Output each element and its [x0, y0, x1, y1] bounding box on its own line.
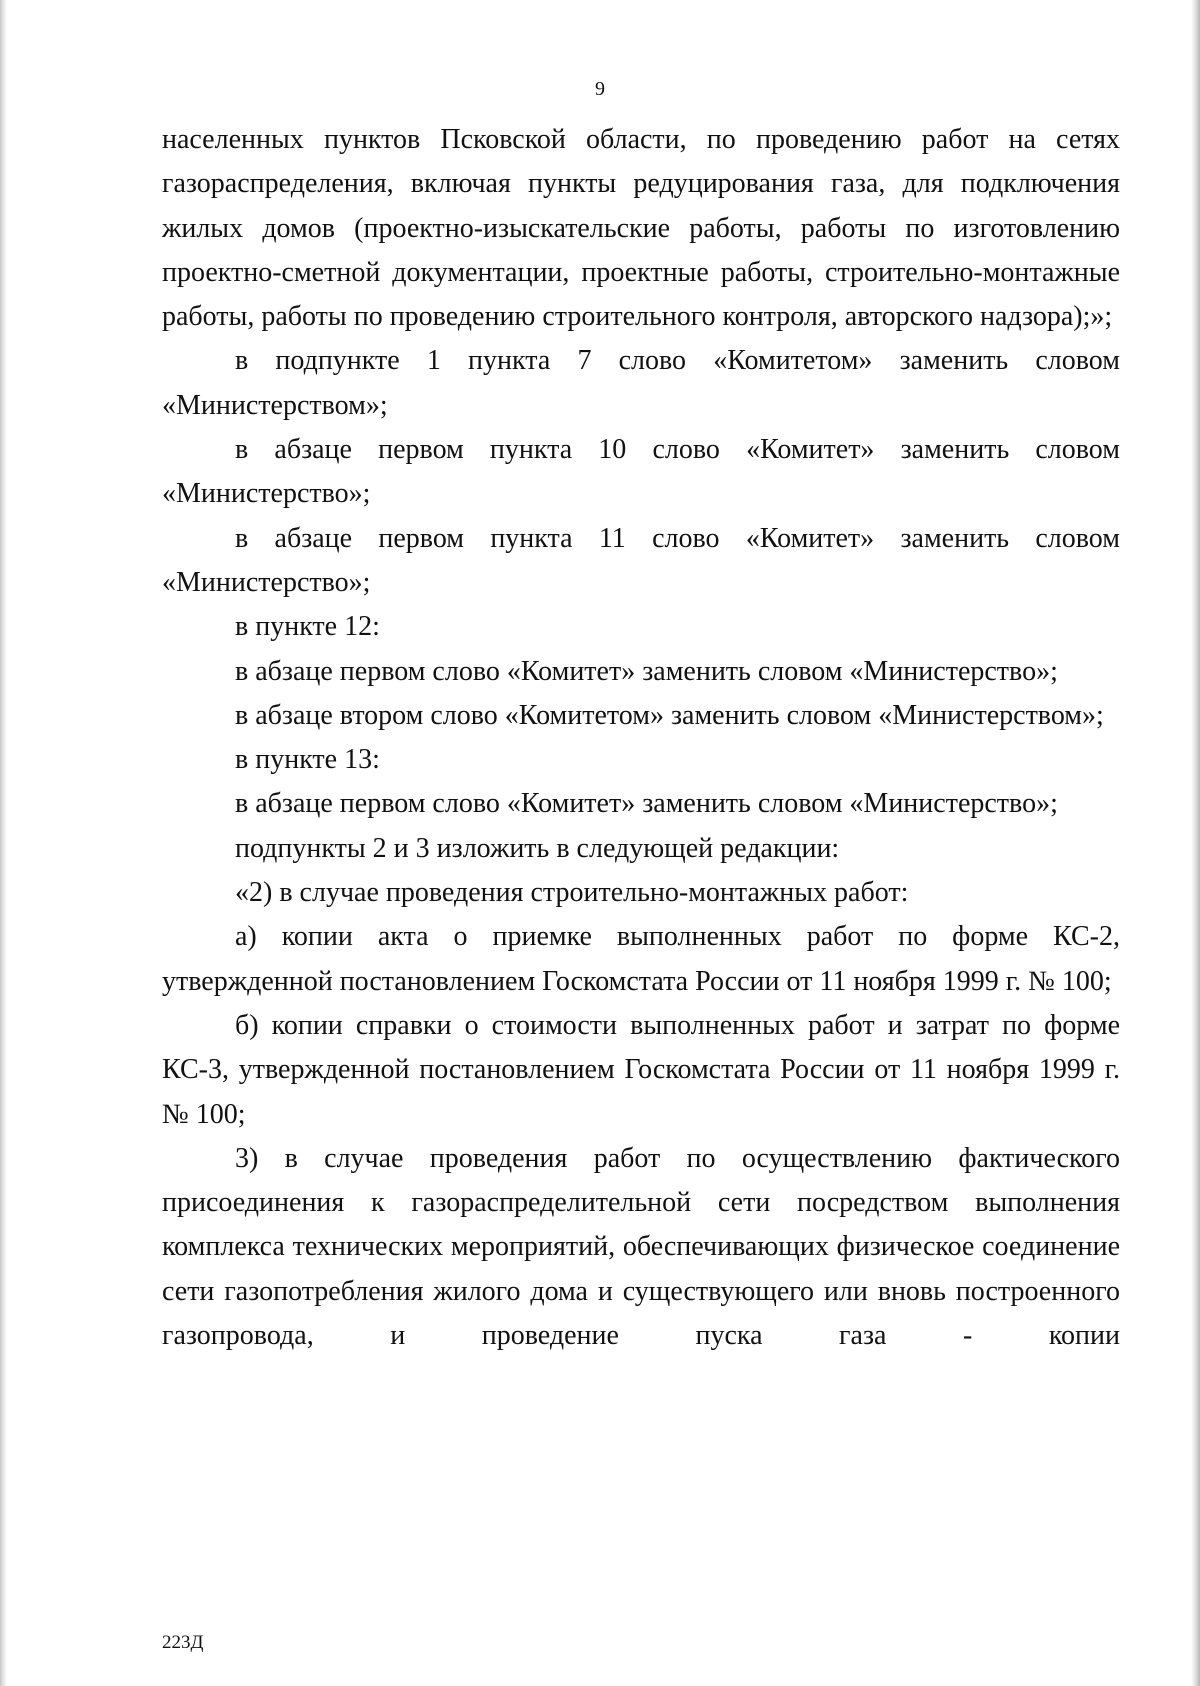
paragraph-subitem-2a: а) копии акта о приемке выполненных работ по форме КС-2, утвержденной постановлением Госкомстата России от 11 ноября 1999 г. № 100;: [162, 921, 1120, 997]
paragraph-item-12-first: в абзаце первом слово «Комитет» заменить словом «Министерство»;: [235, 655, 1058, 687]
paragraph-item-13-heading: в пункте 13:: [235, 744, 380, 776]
paragraph-item-13-first: в абзаце первом слово «Комитет» заменить словом «Министерство»;: [235, 788, 1058, 820]
paragraph-subitems-intro: подпункты 2 и 3 изложить в следующей редакции:: [235, 832, 840, 864]
scan-edge-left: [0, 0, 7, 1686]
scan-edge-right: [1191, 0, 1200, 1686]
document-body: [162, 118, 1120, 1358]
paragraph-subitem-2b: б) копии справки о стоимости выполненных работ и затрат по форме КС-3, утвержденной постановлением Госкомстата России от 11 ноября 1999 г. № 100;: [162, 1009, 1120, 1130]
paragraph-item-12-heading: в пункте 12:: [235, 611, 380, 643]
paragraph-subitem-2: «2) в случае проведения строительно-монтажных работ:: [235, 877, 909, 909]
paragraph-item-7: в подпункте 1 пункта 7 слово «Комитетом» заменить словом «Министерством»;: [162, 345, 1120, 421]
paragraph-item-12-second: в абзаце втором слово «Комитетом» заменить словом «Министерством»;: [235, 699, 1104, 731]
page-number: 9: [595, 78, 605, 100]
paragraph-item-11: в абзаце первом пункта 11 слово «Комитет» заменить словом «Министерство»;: [162, 522, 1120, 598]
paragraph-continuation: населенных пунктов Псковской области, по проведению работ на сетях газораспределения, включая пункты редуцирования газа, для подключения жилых домов (проектно-изыскательские работы, работы по изготовлению проектно-сметной документации, проектные работы, строительно-монтажные работы, работы по проведению строительного контроля, авторского надзора);»;: [162, 124, 1120, 333]
paragraph-item-10: в абзаце первом пункта 10 слово «Комитет» заменить словом «Министерство»;: [162, 434, 1120, 510]
paragraph-subitem-3: 3) в случае проведения работ по осуществлению фактического присоединения к газораспределительной сети посредством выполнения комплекса технических мероприятий, обеспечивающих физическое соединение сети газопотребления жилого дома и существующего или вновь построенного газопровода, и проведение пуска газа - копии: [162, 1142, 1120, 1352]
footer-document-code: 223Д: [162, 1632, 204, 1653]
